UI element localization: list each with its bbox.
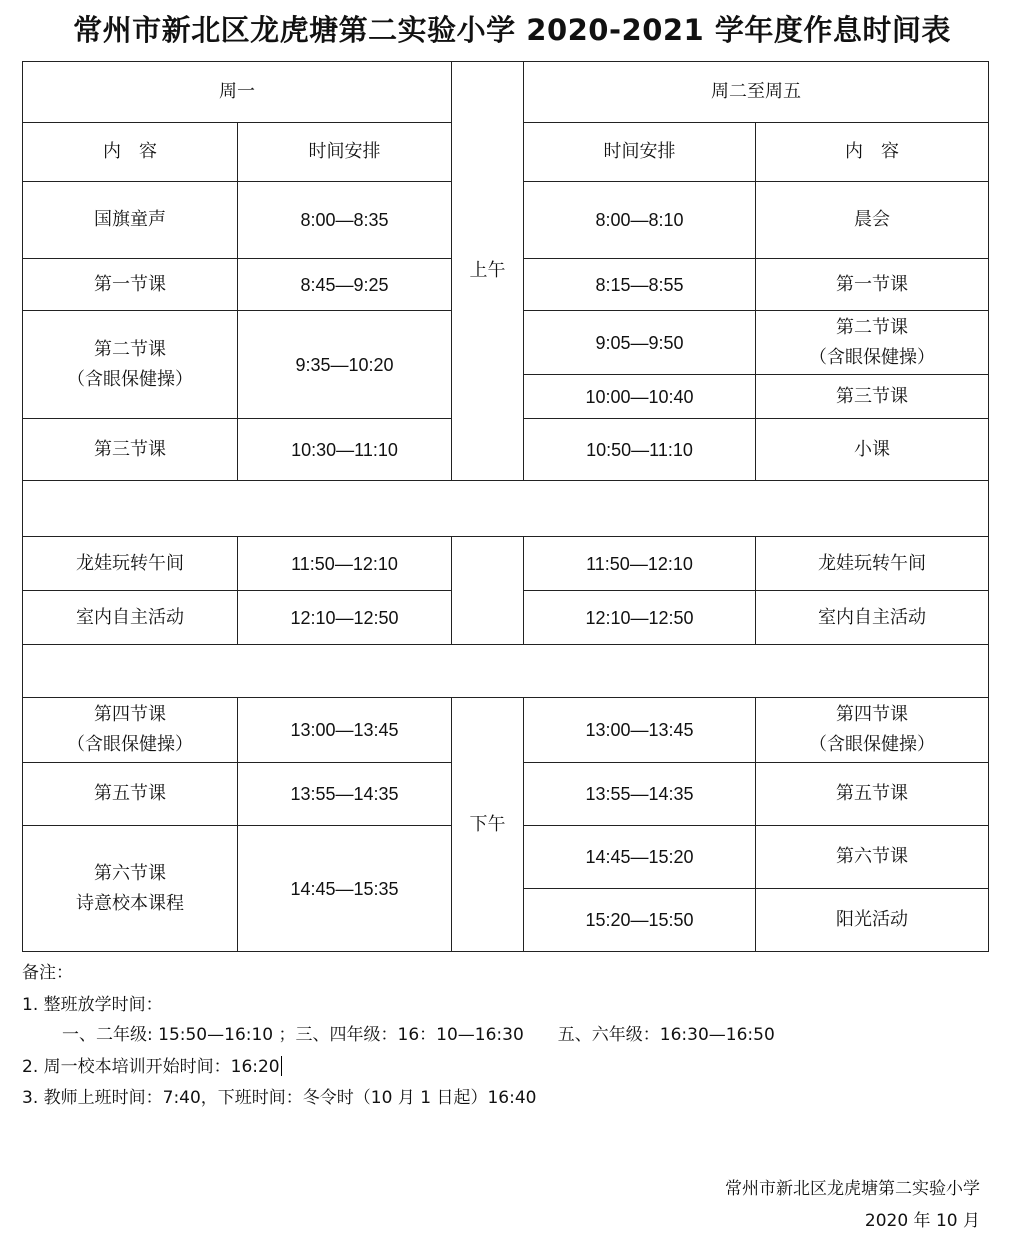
note-3: 3. 教师上班时间：7:40，下班时间：冬令时（10 月 1 日起）16:40	[22, 1088, 537, 1108]
tf-content-cell	[755, 310, 989, 375]
mon-content-cell	[22, 825, 238, 952]
tf-time-cell: 10:50—11:10	[523, 418, 756, 481]
note-2: 2. 周一校本培训开始时间：16:20	[22, 1057, 280, 1077]
footer-school: 常州市新北区龙虎塘第二实验小学	[725, 1179, 980, 1199]
period-column-noon	[451, 536, 524, 645]
tf-time-cell: 14:45—15:20	[523, 825, 756, 889]
note-2-line	[22, 1052, 282, 1077]
tf-content-cell: 第一节课	[755, 258, 989, 311]
mon-time-cell: 11:50—12:10	[237, 536, 452, 591]
content-line: 第四节课	[94, 704, 166, 725]
spacer-row	[22, 644, 989, 698]
footer-date: 2020 年 10 月	[864, 1211, 980, 1231]
tf-content-cell: 小课	[755, 418, 989, 481]
tf-time-cell: 10:00—10:40	[523, 374, 756, 419]
content-line: 第二节课	[94, 338, 166, 360]
content-line: （含眼保健操）	[67, 368, 193, 390]
header-mon-content: 内 容	[22, 122, 238, 182]
mon-time-cell: 8:00—8:35	[237, 181, 452, 259]
mon-content-cell: 第一节课	[22, 258, 238, 311]
mon-time-cell: 9:35—10:20	[237, 310, 452, 419]
tf-time-cell: 13:55—14:35	[523, 762, 756, 826]
mon-content-cell	[22, 697, 238, 763]
header-tf-content: 内 容	[755, 122, 989, 182]
header-tf-schedule: 时间安排	[523, 122, 756, 182]
tf-time-cell: 8:00—8:10	[523, 181, 756, 259]
notes-heading: 备注：	[22, 963, 73, 983]
content-line: 第六节课	[94, 862, 166, 884]
content-line: 诗意校本课程	[76, 892, 184, 914]
content-line: （含眼保健操）	[67, 734, 193, 755]
mon-time-cell: 12:10—12:50	[237, 590, 452, 645]
tf-content-cell: 阳光活动	[755, 888, 989, 952]
tf-time-cell: 13:00—13:45	[523, 697, 756, 763]
tf-content-cell: 第三节课	[755, 374, 989, 419]
note-1-detail: 一、二年级: 15:50—16:10 ；三、四年级：16：10—16:30 五、六年级：16:30—16:50	[62, 1025, 775, 1045]
note-1: 1. 整班放学时间：	[22, 995, 163, 1015]
content-line: （含眼保健操）	[809, 734, 935, 755]
page-title: 常州市新北区龙虎塘第二实验小学 2020-2021 学年度作息时间表	[73, 13, 951, 47]
tf-content-cell: 第六节课	[755, 825, 989, 889]
mon-time-cell: 10:30—11:10	[237, 418, 452, 481]
tf-content-cell: 晨会	[755, 181, 989, 259]
tf-time-cell: 8:15—8:55	[523, 258, 756, 311]
mon-content-cell	[22, 310, 238, 419]
text-cursor	[281, 1056, 282, 1076]
tf-time-cell: 12:10—12:50	[523, 590, 756, 645]
tf-content-cell: 龙娃玩转午间	[755, 536, 989, 591]
tf-time-cell: 15:20—15:50	[523, 888, 756, 952]
mon-time-cell: 13:55—14:35	[237, 762, 452, 826]
content-line: （含眼保健操）	[809, 346, 935, 368]
period-column-bottom	[451, 697, 524, 952]
mon-content-cell: 第三节课	[22, 418, 238, 481]
mon-content-cell: 室内自主活动	[22, 590, 238, 645]
period-afternoon: 下午	[469, 813, 506, 835]
header-monday: 周一	[22, 61, 452, 123]
tf-time-cell: 11:50—12:10	[523, 536, 756, 591]
tf-content-cell: 第五节课	[755, 762, 989, 826]
tf-content-cell	[755, 697, 989, 763]
header-tue-fri: 周二至周五	[523, 61, 989, 123]
mon-content-cell: 国旗童声	[22, 181, 238, 259]
header-mon-schedule: 时间安排	[237, 122, 452, 182]
mon-content-cell: 第五节课	[22, 762, 238, 826]
content-line: 第二节课	[836, 316, 908, 338]
mon-time-cell: 13:00—13:45	[237, 697, 452, 763]
tf-content-cell: 室内自主活动	[755, 590, 989, 645]
period-column-top	[451, 61, 524, 481]
content-line: 第四节课	[836, 704, 908, 725]
spacer-row	[22, 480, 989, 537]
mon-time-cell: 8:45—9:25	[237, 258, 452, 311]
tf-time-cell: 9:05—9:50	[523, 310, 756, 375]
mon-content-cell: 龙娃玩转午间	[22, 536, 238, 591]
mon-time-cell: 14:45—15:35	[237, 825, 452, 952]
period-morning: 上午	[469, 260, 506, 281]
